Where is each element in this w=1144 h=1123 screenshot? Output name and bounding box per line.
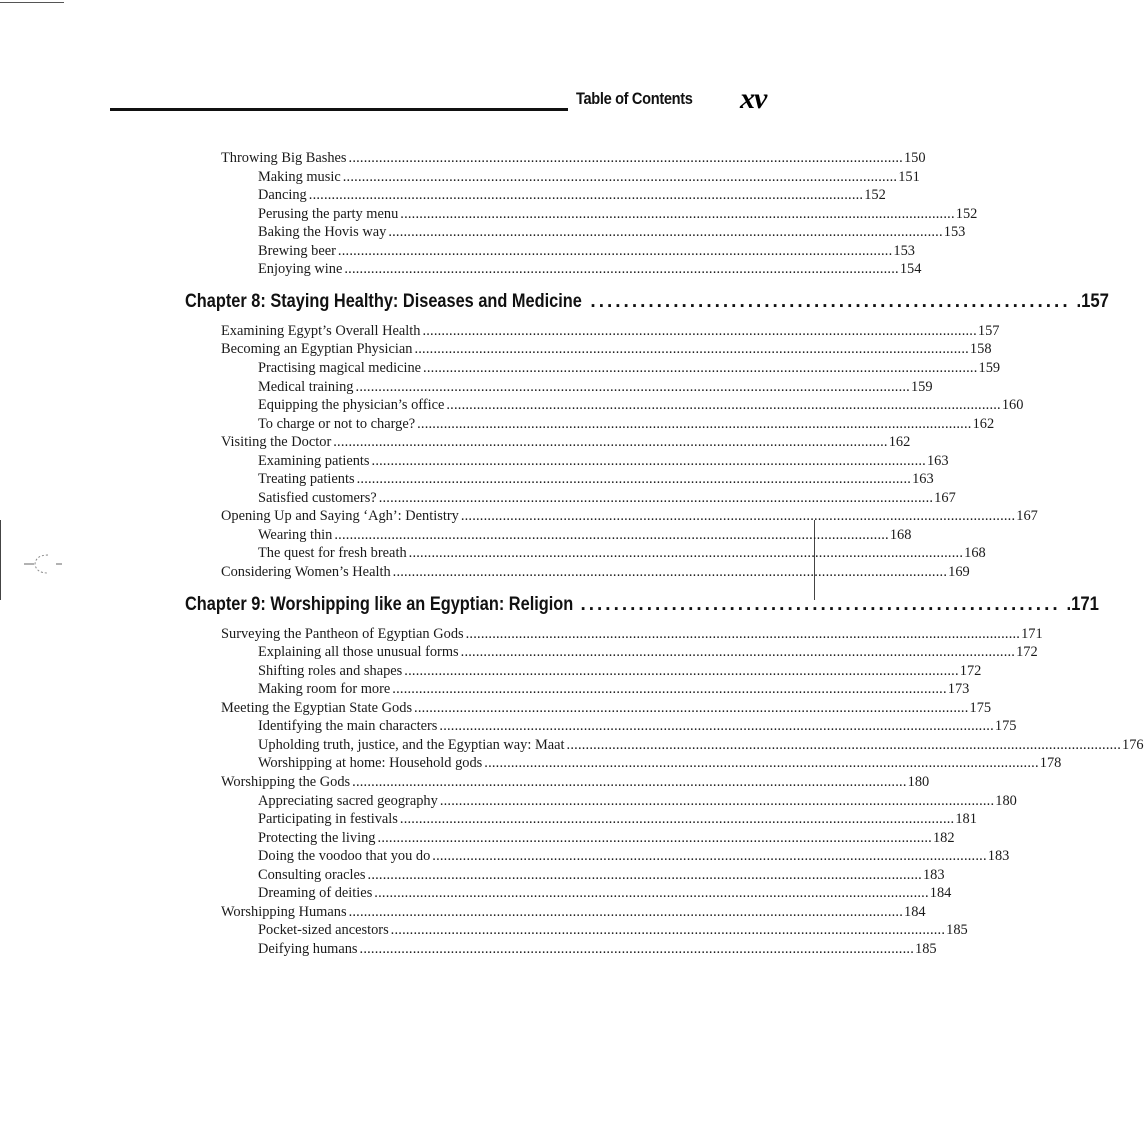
toc-entry-title: Dancing — [258, 187, 307, 204]
toc-entry-title: Treating patients — [258, 471, 355, 488]
toc-subsection-entry — [258, 792, 1017, 810]
toc-entry-title: Practising magical medicine — [258, 359, 422, 376]
toc-page-number: 184 — [929, 885, 952, 902]
toc-page-number: 185 — [915, 940, 937, 957]
toc-page-number: 184 — [904, 903, 926, 920]
dot-leader: .................................................................................................................................................. — [356, 471, 912, 488]
toc-entry-title: Visiting the Doctor — [221, 434, 332, 451]
dot-leader: .................................................................................................................................................. — [439, 718, 994, 735]
dot-leader: .......................................................... — [580, 593, 1061, 615]
dot-leader: .................................................................................................................................................. — [348, 903, 904, 920]
toc-page-number: 160 — [1001, 397, 1024, 414]
registration-mark-icon — [22, 550, 64, 576]
toc-page-number: 151 — [898, 168, 920, 185]
toc-subsection-entry — [258, 470, 934, 488]
dot-leader: .................................................................................................................................................. — [404, 662, 959, 679]
toc-subsection-entry — [258, 359, 1001, 377]
toc-entry-title: Enjoying wine — [258, 261, 343, 278]
toc-entry-title: Making room for more — [258, 681, 391, 698]
toc-entry-title: Equipping the physician’s office — [258, 397, 445, 414]
toc-page-number: 153 — [893, 242, 915, 259]
toc-entry-title: Perusing the party menu — [258, 205, 399, 222]
toc-entry-title: The quest for fresh breath — [258, 545, 407, 562]
toc-section-entry — [221, 699, 992, 717]
toc-page-number: 162 — [972, 415, 995, 432]
toc-entry-title: Pocket-sized ancestors — [258, 922, 389, 939]
toc-entry-title: Identifying the main characters — [258, 718, 438, 735]
toc-entry-title: Dreaming of deities — [258, 885, 373, 902]
toc-entry-title: Examining patients — [258, 452, 370, 469]
toc-page-number: 178 — [1039, 755, 1062, 772]
toc-subsection-entry — [258, 168, 920, 186]
toc-entry-title: Opening Up and Saying ‘Agh’: Dentistry — [221, 508, 459, 525]
toc-page-number: 183 — [987, 848, 1010, 865]
dot-leader: .................................................................................................................................................. — [400, 205, 955, 222]
toc-entry-title: Worshipping at home: Household gods — [258, 755, 483, 772]
dot-leader: .................................................................................................................................................. — [439, 792, 995, 809]
toc-page-number: 173 — [947, 681, 970, 698]
toc-entry-title: Medical training — [258, 378, 354, 395]
dot-leader: .................................................................................................................................................. — [337, 242, 893, 259]
toc-page-number: 185 — [946, 922, 968, 939]
toc-subsection-entry — [258, 754, 1062, 772]
dot-leader: .................................................................................................................................................. — [374, 885, 929, 902]
toc-page-number: 152 — [955, 205, 978, 222]
dot-leader: .................................................................................................................................................. — [432, 848, 987, 865]
toc-page-number: 168 — [889, 526, 912, 543]
toc-entry-title: Brewing beer — [258, 242, 336, 259]
toc-subsection-entry — [258, 544, 986, 562]
dot-leader: .................................................................................................................................................. — [378, 489, 934, 506]
crop-mark — [0, 2, 64, 3]
toc-page-number: 157 — [977, 322, 1000, 339]
toc-page-number: 180 — [995, 792, 1017, 809]
toc-entry-title: Appreciating sacred geography — [258, 792, 438, 809]
dot-leader: .................................................................................................................................................. — [446, 397, 1001, 414]
toc-entry-title: Chapter 9: Worshipping like an Egyptian: Religion — [185, 593, 574, 615]
toc-page-number: 172 — [959, 662, 982, 679]
dot-leader: .................................................................................................................................................. — [355, 378, 910, 395]
toc-subsection-entry — [258, 847, 1010, 865]
page-number: xv — [740, 82, 767, 115]
dot-leader: .................................................................................................................................................. — [334, 526, 889, 543]
toc-subsection-entry — [258, 205, 978, 223]
toc-entry-title: Shifting roles and shapes — [258, 662, 403, 679]
running-head-title: Table of Contents — [576, 89, 693, 108]
dot-leader: .................................................................................................................................................. — [377, 829, 932, 846]
toc-subsection-entry — [258, 260, 922, 278]
toc-page-number: 150 — [903, 150, 926, 166]
dot-leader: .................................................................................................................................................. — [344, 261, 899, 278]
dot-leader: .................................................................................................................................................. — [566, 736, 1122, 753]
chapter-heading — [185, 290, 1109, 315]
toc-page-number: 153 — [943, 224, 966, 241]
toc-entry-title: Explaining all those unusual forms — [258, 644, 459, 661]
toc-page-number: 162 — [888, 434, 911, 451]
toc-page-number: 169 — [948, 564, 970, 580]
toc-page-number: 158 — [969, 341, 992, 358]
toc-subsection-entry — [258, 186, 886, 204]
toc-page-number: 180 — [907, 773, 930, 790]
toc-entry-title: Wearing thin — [258, 526, 333, 543]
dot-leader: .................................................................................................................................................. — [414, 699, 969, 716]
toc-page-number: .171 — [1066, 593, 1099, 615]
toc-section-entry — [221, 340, 992, 358]
dot-leader: .................................................................................................................................................. — [484, 755, 1039, 772]
toc-entry-title: To charge or not to charge? — [258, 415, 416, 432]
toc-section-entry — [221, 625, 1043, 643]
toc-subsection-entry — [258, 242, 915, 260]
toc-page-number: 154 — [899, 261, 922, 278]
toc-entry-title: Participating in festivals — [258, 811, 398, 828]
dot-leader: .......................................................... — [590, 290, 1071, 312]
toc-section-entry — [221, 773, 930, 791]
toc-page-number: 183 — [922, 866, 945, 883]
dot-leader: .................................................................................................................................................. — [399, 811, 955, 828]
toc-page-number: 167 — [934, 489, 956, 506]
toc-section-entry — [221, 433, 911, 451]
toc-page-number: 159 — [910, 378, 933, 395]
toc-entry-title: Worshipping Humans — [221, 903, 347, 920]
toc-page-number: 171 — [1021, 625, 1043, 642]
dot-leader: .................................................................................................................................................. — [342, 168, 898, 185]
toc-page-number: 159 — [978, 359, 1001, 376]
toc-subsection-entry — [258, 717, 1017, 735]
toc-page-number: .157 — [1076, 290, 1109, 312]
dot-leader: .................................................................................................................................................. — [390, 922, 946, 939]
toc-subsection-entry — [258, 866, 945, 884]
toc-subsection-entry — [258, 396, 1024, 414]
toc-subsection-entry — [258, 489, 956, 507]
page-edge-left — [0, 520, 1, 600]
dot-leader: .................................................................................................................................................. — [422, 322, 977, 339]
toc-entry-title: Baking the Hovis way — [258, 224, 387, 241]
toc-page-number: 168 — [964, 545, 986, 562]
dot-leader: .................................................................................................................................................. — [333, 434, 888, 451]
toc-subsection-entry — [258, 662, 982, 680]
toc-entry-title: Considering Women’s Health — [221, 564, 391, 580]
toc-entry-title: Surveying the Pantheon of Egyptian Gods — [221, 625, 464, 642]
toc-entry-title: Satisfied customers? — [258, 489, 377, 506]
dot-leader: .................................................................................................................................................. — [417, 415, 972, 432]
toc-entry-title: Meeting the Egyptian State Gods — [221, 699, 413, 716]
toc-entry-title: Deifying humans — [258, 940, 358, 957]
dot-leader: .................................................................................................................................................. — [371, 452, 926, 469]
toc-page-number: 175 — [969, 699, 992, 716]
toc-page-number: 176 — [1122, 736, 1144, 753]
toc-section-entry — [221, 903, 926, 921]
toc-subsection-entry — [258, 452, 949, 470]
toc-page-number: 152 — [864, 187, 886, 204]
toc-entry-title: Protecting the living — [258, 829, 376, 846]
toc-entry-title: Chapter 8: Staying Healthy: Diseases and Medicine — [185, 290, 582, 312]
toc-subsection-entry — [258, 829, 955, 847]
toc-page-number: 181 — [955, 811, 977, 828]
toc-entry-title: Examining Egypt’s Overall Health — [221, 322, 421, 339]
dot-leader: .................................................................................................................................................. — [359, 940, 914, 957]
dot-leader: .................................................................................................................................................. — [352, 773, 907, 790]
header-rule — [110, 108, 568, 111]
toc-subsection-entry — [258, 378, 933, 396]
chapter-heading — [185, 593, 1099, 618]
toc-entry-title: Making music — [258, 168, 341, 185]
toc-entry-title: Worshipping the Gods — [221, 773, 351, 790]
toc-subsection-entry — [258, 223, 966, 241]
dot-leader: .................................................................................................................................................. — [460, 508, 1016, 525]
toc-section-entry — [221, 149, 926, 167]
dot-leader: .................................................................................................................................................. — [414, 341, 969, 358]
toc-subsection-entry — [258, 921, 968, 939]
toc-subsection-entry — [258, 884, 952, 902]
dot-leader: .................................................................................................................................................. — [392, 681, 947, 698]
toc-entry-title: Consulting oracles — [258, 866, 366, 883]
dot-leader: .................................................................................................................................................. — [460, 644, 1016, 661]
dot-leader: .................................................................................................................................................. — [465, 625, 1021, 642]
dot-leader: .................................................................................................................................................. — [423, 359, 978, 376]
dot-leader: .................................................................................................................................................. — [388, 224, 943, 241]
toc-subsection-entry — [258, 940, 937, 958]
toc-subsection-entry — [258, 736, 1144, 754]
toc-subsection-entry — [258, 526, 912, 544]
toc-subsection-entry — [258, 680, 970, 698]
toc-page-number: 163 — [926, 452, 949, 469]
dot-leader: .................................................................................................................................................. — [367, 866, 922, 883]
dot-leader: .................................................................................................................................................. — [308, 187, 864, 204]
toc-entry-title: Throwing Big Bashes — [221, 150, 347, 166]
dot-leader: .................................................................................................................................................. — [408, 545, 964, 562]
toc-page-number: 167 — [1016, 508, 1038, 525]
toc-page-number: 163 — [912, 471, 934, 488]
dot-leader: .................................................................................................................................................. — [348, 150, 903, 166]
toc-section-entry — [221, 563, 970, 581]
toc-section-entry — [221, 322, 1000, 340]
toc-entry-title: Upholding truth, justice, and the Egyptian way: Maat — [258, 736, 565, 753]
toc-subsection-entry — [258, 643, 1038, 661]
toc-page-number: 182 — [932, 829, 955, 846]
toc-subsection-entry — [258, 415, 995, 433]
toc-subsection-entry — [258, 810, 977, 828]
toc-entry-title: Doing the voodoo that you do — [258, 848, 431, 865]
toc-page-number: 172 — [1016, 644, 1038, 661]
toc-section-entry — [221, 507, 1038, 525]
toc-page-number: 175 — [994, 718, 1017, 735]
toc-entry-title: Becoming an Egyptian Physician — [221, 341, 413, 358]
dot-leader: .................................................................................................................................................. — [392, 564, 948, 580]
